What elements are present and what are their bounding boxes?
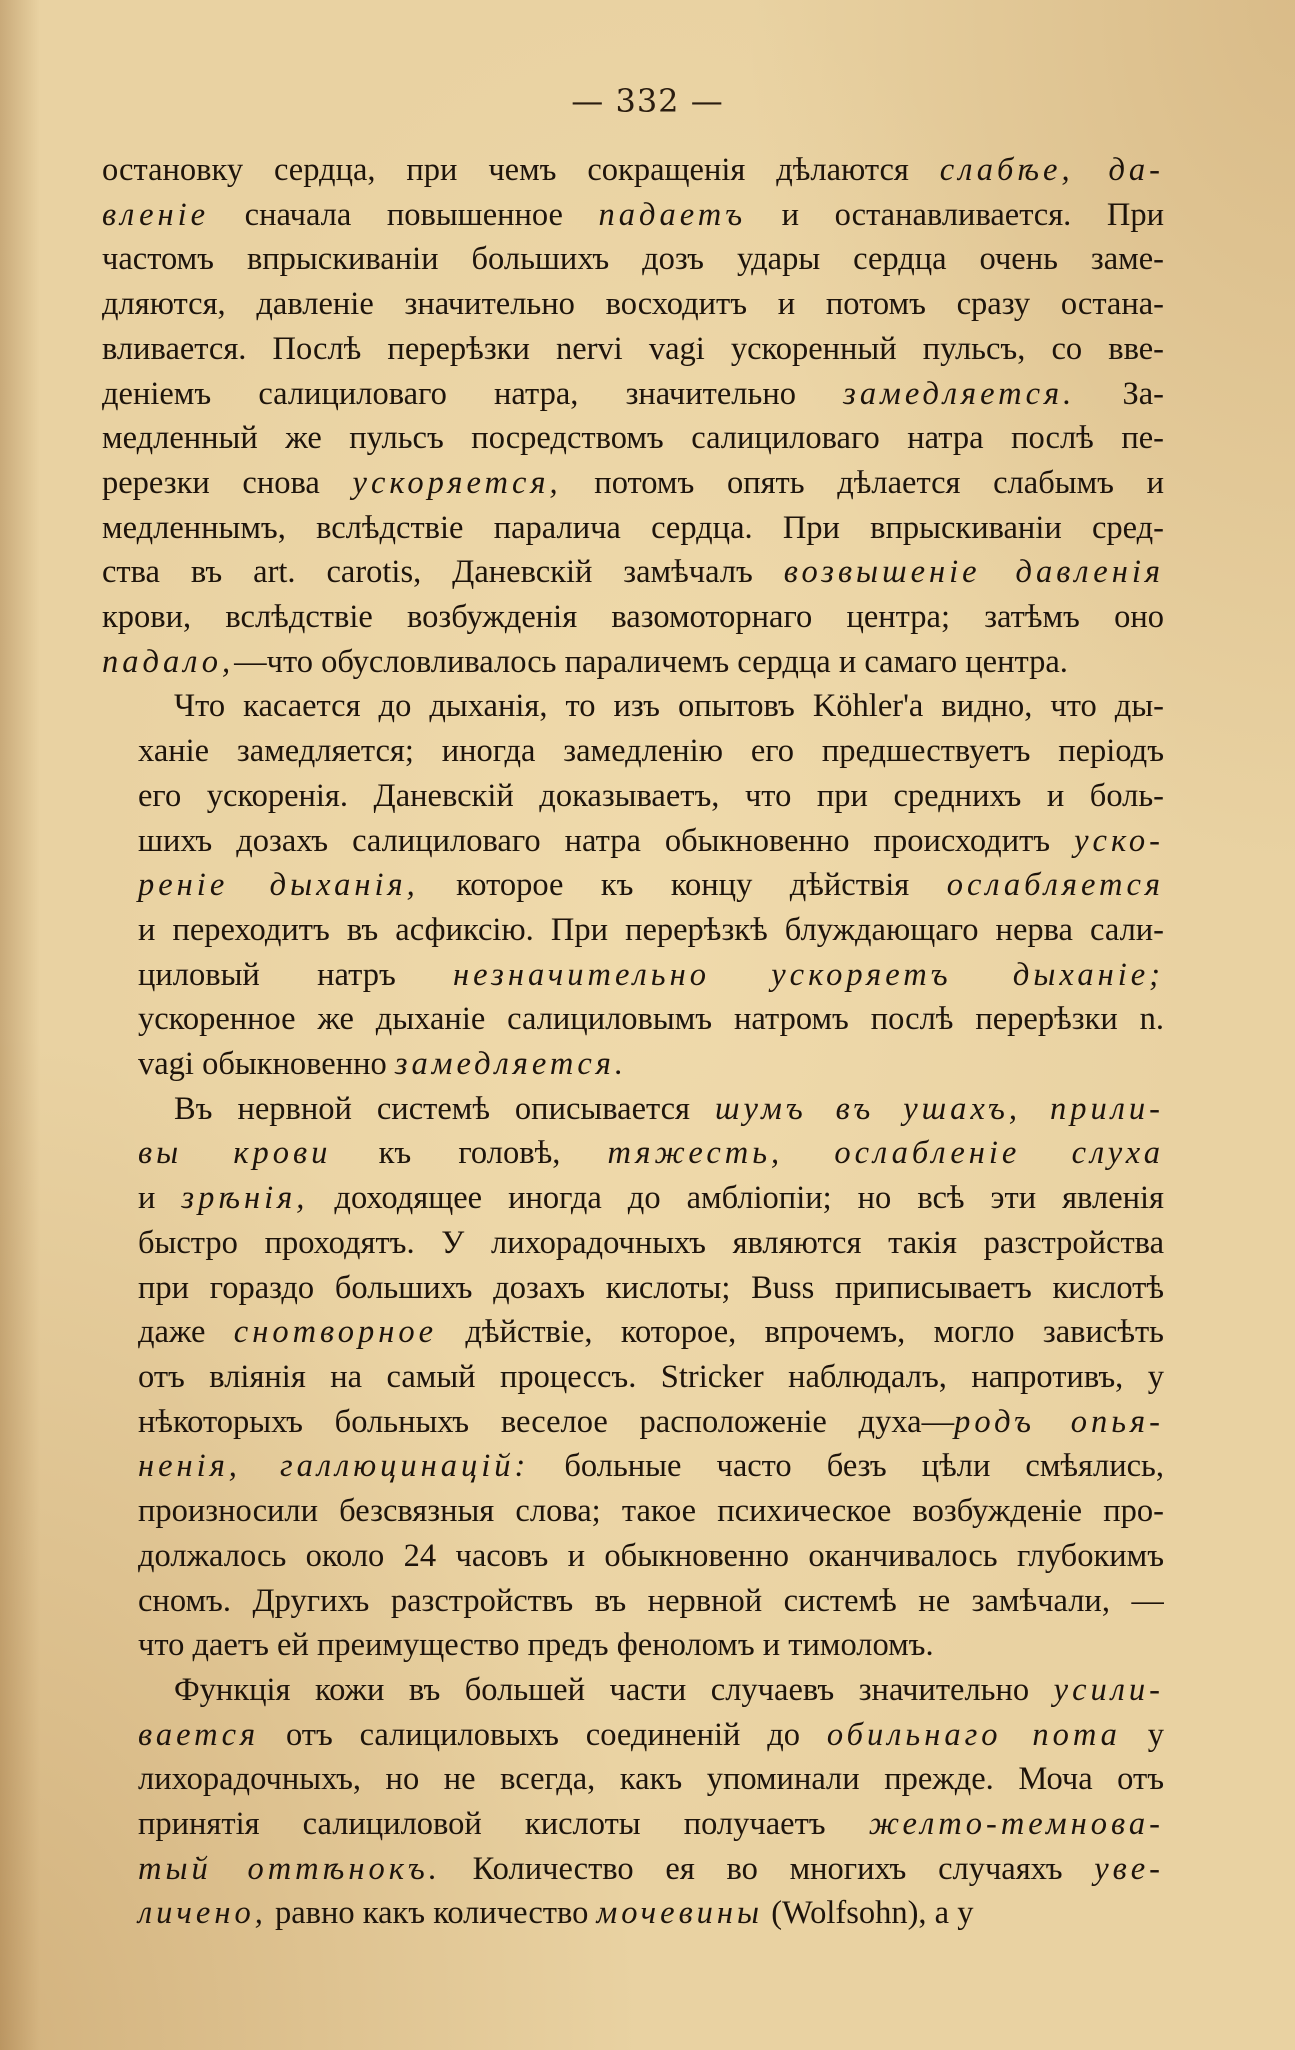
text-segment: ускоренное же дыханіе салициловымъ натромъ послѣ перерѣзки n. xyxy=(138,1001,1164,1038)
text-segment: ререзки снова xyxy=(102,464,353,501)
text-segment: и переходитъ въ асфиксію. При перерѣзкѣ блуждающаго нерва сали- xyxy=(138,911,1164,948)
text-segment: Функція кожи въ большей части случаевъ значительно xyxy=(174,1671,1054,1708)
text-segment: шумъ въ ушахъ, прили- xyxy=(714,1090,1164,1127)
text-line xyxy=(102,461,1164,506)
text-line xyxy=(102,193,1164,238)
text-line xyxy=(102,1087,1164,1132)
text-line xyxy=(102,908,1164,953)
text-segment: при гораздо большихъ дозахъ кислоты; Buss приписываетъ кислотѣ xyxy=(138,1269,1164,1306)
text-segment: Въ нервной системѣ описывается xyxy=(174,1090,715,1127)
text-segment: уве- xyxy=(1094,1850,1164,1887)
text-segment: За- xyxy=(1075,375,1164,412)
text-line xyxy=(102,684,1164,729)
text-segment: личено, xyxy=(138,1895,267,1932)
text-line xyxy=(102,1757,1164,1802)
text-segment: доходящее иногда до амбліопіи; но всѣ эти явленія xyxy=(308,1180,1164,1217)
text-segment: принятія салициловой кислоты получаетъ xyxy=(138,1806,869,1843)
text-segment: у xyxy=(1120,1716,1164,1753)
text-line xyxy=(102,1310,1164,1355)
text-line xyxy=(102,1131,1164,1176)
text-segment: остановку сердца, при чемъ сокращенія дѣлаются xyxy=(102,152,940,188)
text-segment: обильнаго пота xyxy=(826,1716,1121,1753)
text-segment: что даетъ ей преимущество предъ феноломъ и тимоломъ. xyxy=(138,1627,934,1664)
text-segment: ства въ art. carotis, Даневскій замѣчалъ xyxy=(102,554,784,591)
text-segment: медленнымъ, вслѣдствіе паралича сердца. При впрыскиваніи сред- xyxy=(102,509,1164,546)
text-segment: циловый натръ xyxy=(138,956,454,993)
text-segment: частомъ впрыскиваніи большихъ дозъ удары сердца очень заме- xyxy=(102,241,1164,278)
text-segment: сномъ. Другихъ разстройствъ въ нервной системѣ не замѣчали, — xyxy=(138,1582,1164,1619)
text-segment: вы крови xyxy=(138,1135,332,1172)
paragraph xyxy=(102,1087,1164,1668)
text-line xyxy=(102,640,1164,685)
text-segment: къ головѣ, xyxy=(331,1135,608,1172)
text-segment: ненія, галлюцинацій: xyxy=(138,1448,530,1485)
text-segment: равно какъ количество xyxy=(266,1895,597,1932)
paragraph xyxy=(102,1668,1164,1936)
text-segment: родъ опья- xyxy=(954,1403,1164,1440)
text-segment: вается xyxy=(138,1716,260,1753)
text-segment: замедляется. xyxy=(394,1046,628,1083)
text-line xyxy=(102,1623,1164,1668)
text-line xyxy=(102,1802,1164,1847)
text-segment: медленный же пульсъ посредствомъ салициловаго натра послѣ пе- xyxy=(102,420,1164,457)
text-line xyxy=(102,1847,1164,1892)
text-segment: Количество ея во многихъ случаяхъ xyxy=(440,1850,1095,1887)
text-segment: мочевины xyxy=(596,1895,764,1932)
page-number: — 332 — xyxy=(571,82,724,120)
text-line xyxy=(102,1444,1164,1489)
text-line xyxy=(102,1489,1164,1534)
text-line xyxy=(102,1713,1164,1758)
text-line xyxy=(102,1579,1164,1624)
text-segment: vagi обыкновенно xyxy=(138,1046,395,1083)
text-line xyxy=(102,863,1164,908)
text-segment: дляются, давленіе значительно восходитъ и потомъ сразу остана- xyxy=(102,286,1164,323)
text-segment: возвышеніе давленія xyxy=(783,554,1164,591)
text-line xyxy=(102,1266,1164,1311)
text-segment: сначала повышенное xyxy=(209,196,599,233)
text-segment: слабѣе, да- xyxy=(939,152,1164,188)
text-line xyxy=(102,506,1164,551)
text-segment: желто-темнова- xyxy=(868,1806,1164,1843)
text-segment: —что обусловливалось параличемъ сердца и самаго центра. xyxy=(234,643,1068,680)
text-line xyxy=(102,953,1164,998)
text-segment: произносили безсвязныя слова; такое психическое возбужденіе про- xyxy=(138,1493,1164,1530)
text-segment: замедляется. xyxy=(843,375,1076,412)
text-segment: вленіе xyxy=(102,196,210,233)
text-line xyxy=(102,1355,1164,1400)
text-segment: его ускоренія. Даневскій доказываетъ, что при среднихъ и боль- xyxy=(138,777,1164,814)
text-line xyxy=(102,148,1164,193)
text-segment: деніемъ салициловаго натра, значительно xyxy=(102,375,844,412)
body-text xyxy=(102,148,1164,1936)
text-segment: отъ вліянія на самый процессъ. Stricker наблюдалъ, напротивъ, у xyxy=(138,1358,1164,1395)
text-line xyxy=(102,1891,1164,1936)
text-segment: должалось около 24 часовъ и обыкновенно оканчивалось глубокимъ xyxy=(138,1537,1164,1574)
text-segment: уско- xyxy=(1074,822,1164,859)
text-segment: ослабляется xyxy=(946,867,1164,904)
text-line xyxy=(102,237,1164,282)
text-segment: дѣйствіе, которое, впрочемъ, могло зависѣть xyxy=(437,1314,1164,1351)
text-segment: быстро проходятъ. У лихорадочныхъ являются такія разстройства xyxy=(138,1224,1164,1261)
text-segment: вливается. Послѣ перерѣзки nervi vagi ускоренный пульсъ, со вве- xyxy=(102,330,1164,367)
text-segment: усили- xyxy=(1053,1671,1164,1708)
text-segment: больные часто безъ цѣли смѣялись, xyxy=(529,1448,1164,1485)
text-segment: отъ салициловыхъ соединеній до xyxy=(259,1716,827,1753)
text-segment: крови, вслѣдствіе возбужденія вазомоторнаго центра; затѣмъ оно xyxy=(102,599,1164,636)
paragraph xyxy=(102,684,1164,1086)
text-line xyxy=(102,282,1164,327)
text-line xyxy=(102,550,1164,595)
text-line xyxy=(102,1176,1164,1221)
text-line xyxy=(102,729,1164,774)
text-segment: которое къ концу дѣйствія xyxy=(418,867,947,904)
text-segment: ускоряется, xyxy=(352,464,562,501)
paragraph xyxy=(102,148,1164,684)
text-line xyxy=(102,819,1164,864)
text-line xyxy=(102,327,1164,372)
text-segment: (Wolfsohn), а у xyxy=(763,1895,974,1932)
text-segment: падаетъ xyxy=(598,196,747,233)
text-line xyxy=(102,416,1164,461)
text-segment: ханіе замедляется; иногда замедленію его предшествуетъ періодъ xyxy=(138,733,1164,770)
text-line xyxy=(102,1668,1164,1713)
text-segment: даже xyxy=(138,1314,234,1351)
text-segment: тяжесть, ослабленіе слуха xyxy=(607,1135,1164,1172)
text-segment: реніе дыханія, xyxy=(138,867,419,904)
text-segment: и xyxy=(138,1180,182,1217)
text-segment: лихорадочныхъ, но не всегда, какъ упоминали прежде. Моча отъ xyxy=(138,1761,1164,1798)
text-segment: шихъ дозахъ салициловаго натра обыкновенно происходитъ xyxy=(138,822,1075,859)
text-segment: тый оттѣнокъ. xyxy=(138,1850,441,1887)
text-segment: зрѣнія, xyxy=(181,1180,309,1217)
text-line xyxy=(102,1042,1164,1087)
text-line xyxy=(102,1221,1164,1266)
text-segment: нѣкоторыхъ больныхъ веселое расположеніе духа— xyxy=(138,1403,955,1440)
text-segment: Что касается до дыханія, то изъ опытовъ Köhler'a видно, что ды- xyxy=(174,688,1164,725)
text-line xyxy=(102,372,1164,417)
text-segment: и останавливается. При xyxy=(746,196,1164,233)
text-segment: потомъ опять дѣлается слабымъ и xyxy=(561,464,1164,501)
text-line xyxy=(102,997,1164,1042)
text-line xyxy=(102,1534,1164,1579)
text-segment: падало, xyxy=(102,643,235,680)
text-segment: снотворное xyxy=(233,1314,438,1351)
page-fold-shadow xyxy=(0,0,40,2050)
text-line xyxy=(102,595,1164,640)
text-line xyxy=(102,1400,1164,1445)
text-line xyxy=(102,774,1164,819)
text-segment: незначительно ускоряетъ дыханіе; xyxy=(453,956,1164,993)
